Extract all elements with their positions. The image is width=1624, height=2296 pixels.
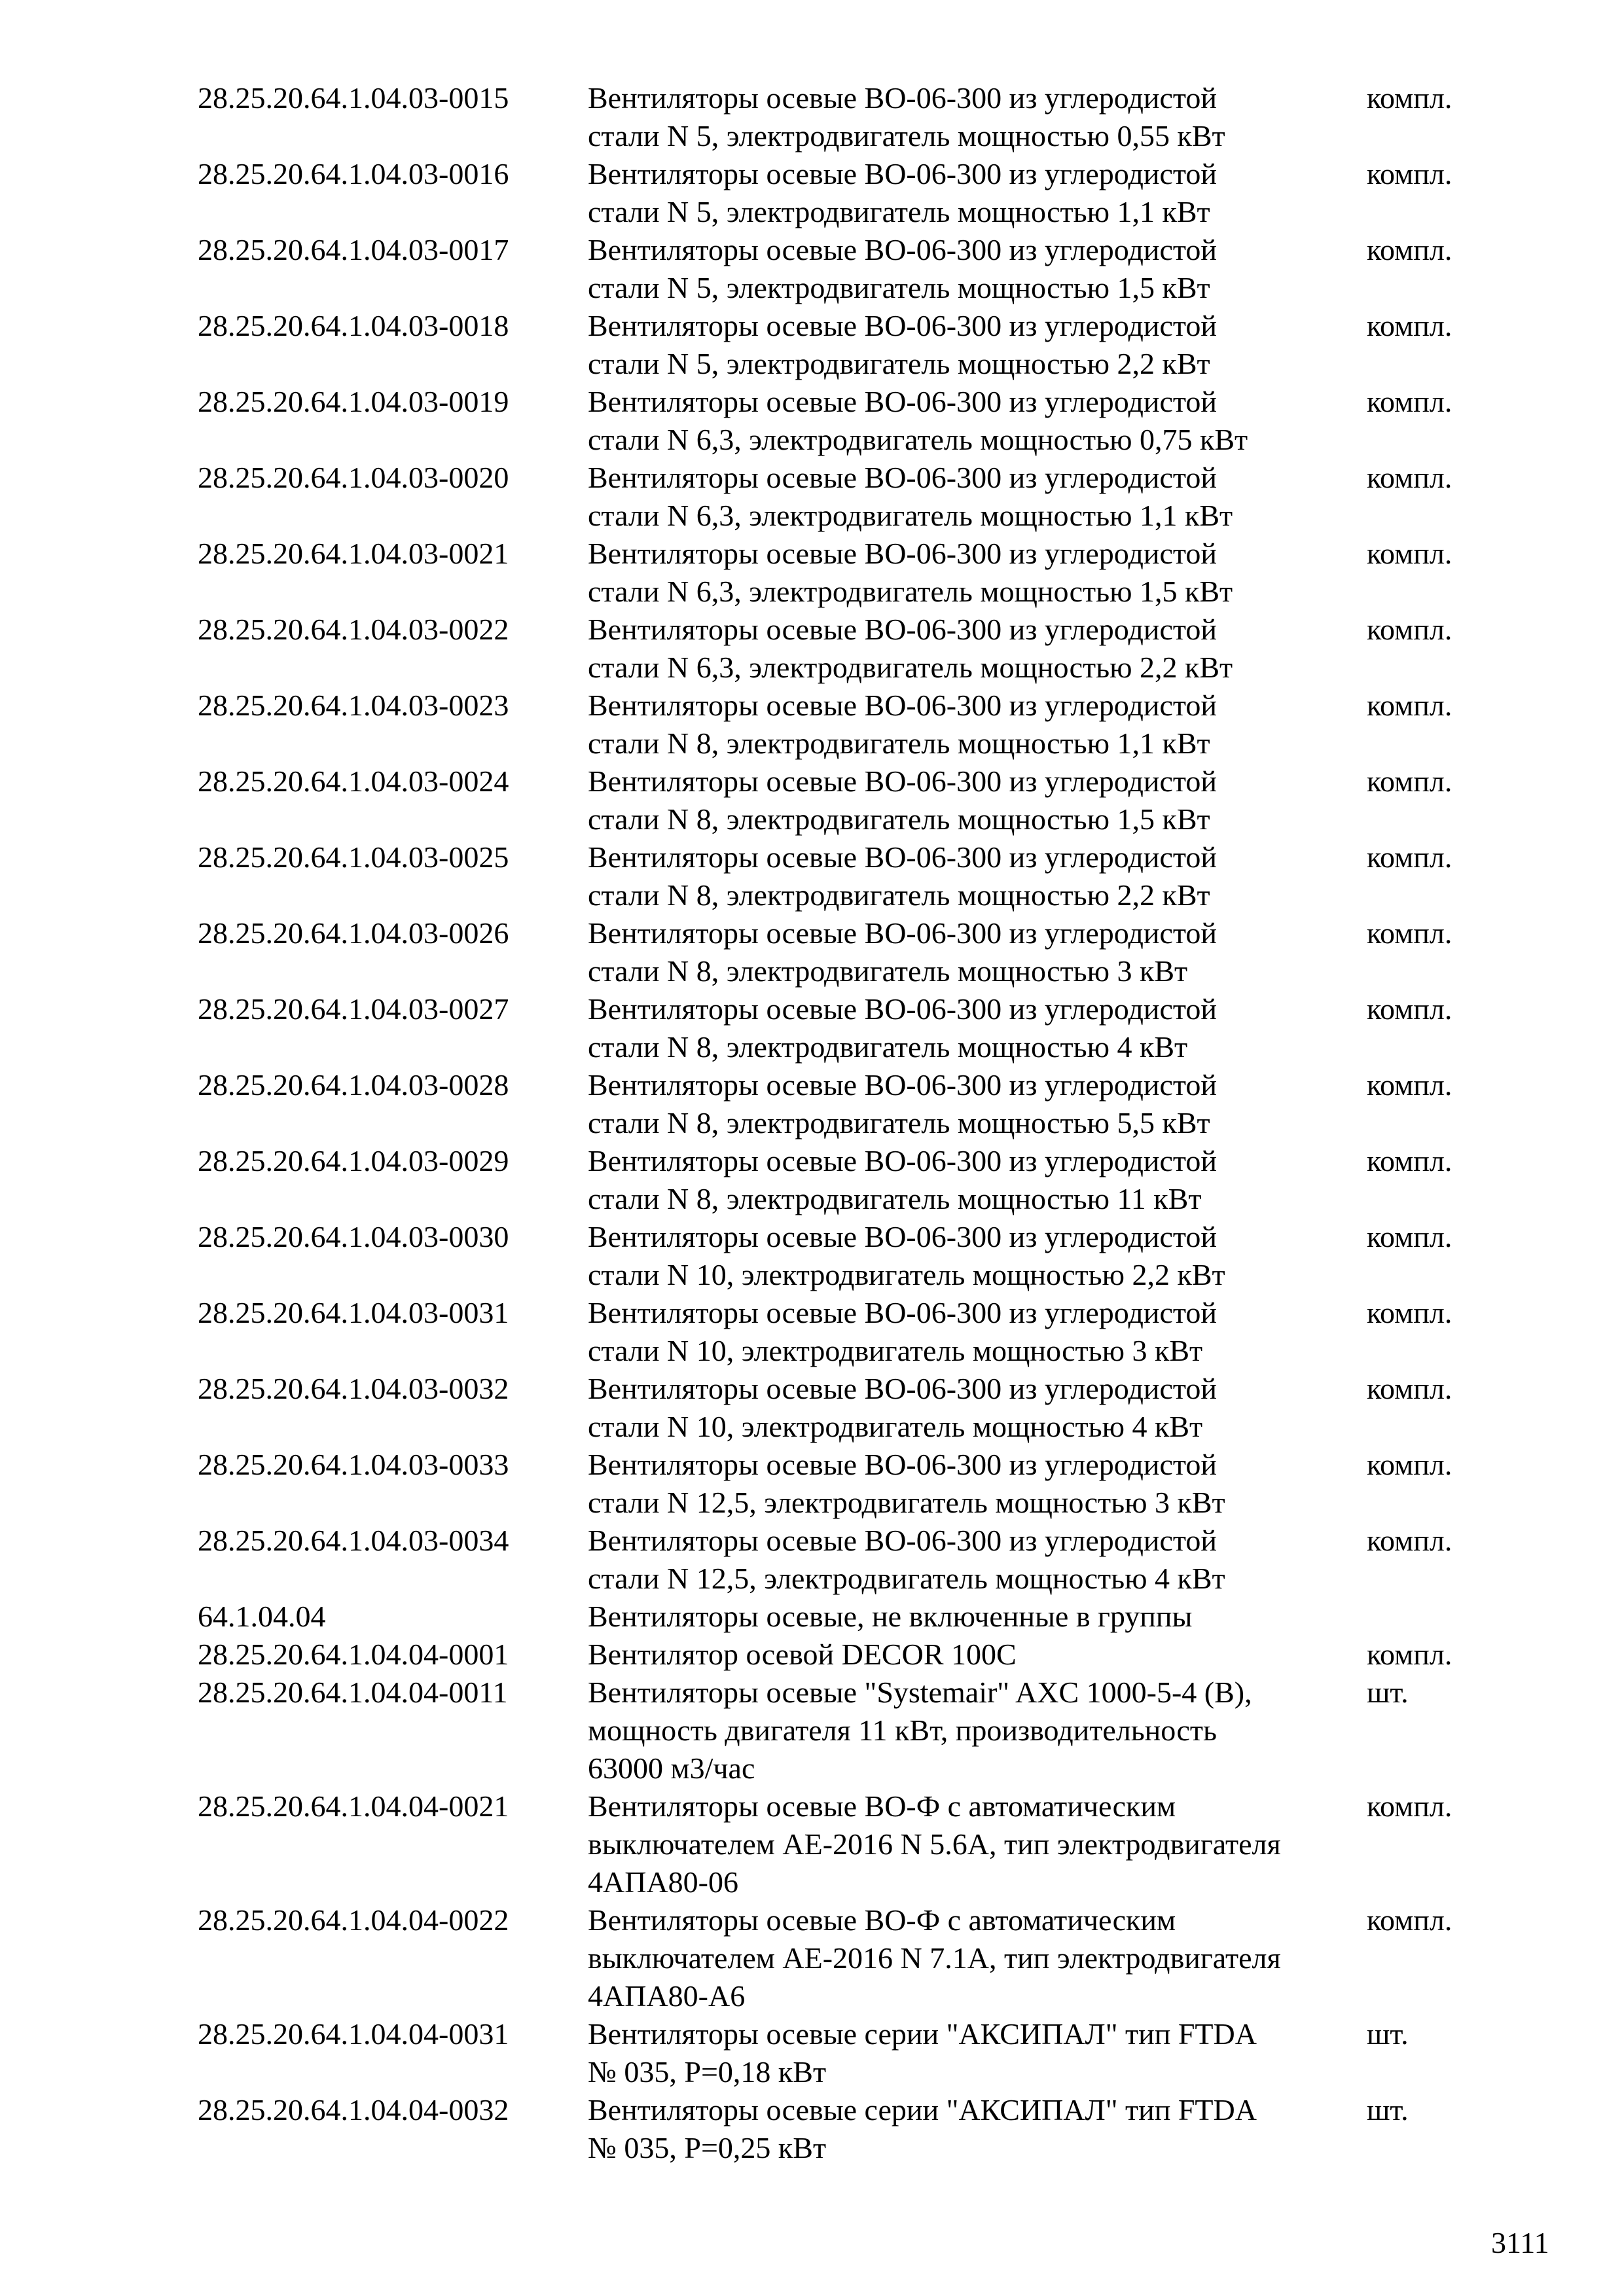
row-name-line: Вентиляторы осевые ВО-06-300 из углеродистой [588,689,1217,722]
row-unit: шт. [1367,2093,1409,2126]
row-name-line: Вентиляторы осевые ВО-06-300 из углеродистой [588,385,1217,418]
row-name-line: Вентиляторы осевые ВО-06-300 из углеродистой [588,916,1217,950]
row-code: 28.25.20.64.1.04.03-0032 [198,1372,509,1405]
row-name [588,307,1367,383]
row-name-line: Вентиляторы осевые ВО-06-300 из углеродистой [588,1372,1217,1405]
row-name [588,1142,1367,1218]
row-name [588,687,1367,762]
row-name [588,914,1367,990]
row-unit: компл. [1367,233,1453,266]
row-unit: шт. [1367,1676,1409,1709]
row-name-line: стали N 12,5, электродвигатель мощностью 4 кВт [588,1562,1225,1595]
row-code: 28.25.20.64.1.04.03-0016 [198,157,509,190]
row-unit: компл. [1367,916,1453,950]
row-name-line: Вентиляторы осевые ВО-06-300 из углеродистой [588,461,1217,494]
row-name [588,79,1367,155]
row-name-line: стали N 8, электродвигатель мощностью 2,2 кВт [588,878,1210,912]
page-number: 3111 [1491,2226,1549,2259]
row-unit: компл. [1367,385,1453,418]
row-name-line: № 035, Р=0,18 кВт [588,2055,827,2089]
row-name-line: выключателем АЕ-2016 N 7.1А, тип электродвигателя [588,1941,1281,1975]
row-name [588,1066,1367,1142]
row-unit: компл. [1367,157,1453,190]
row-unit: компл. [1367,461,1453,494]
row-name [588,611,1367,687]
row-name-line: стали N 8, электродвигатель мощностью 1,5 кВт [588,802,1210,836]
row-name-line: Вентиляторы осевые ВО-06-300 из углеродистой [588,157,1217,190]
row-unit: компл. [1367,840,1453,874]
row-name-line: выключателем АЕ-2016 N 5.6А, тип электродвигателя [588,1827,1281,1861]
row-name-line: Вентиляторы осевые ВО-06-300 из углеродистой [588,309,1217,342]
row-name [588,1787,1367,1901]
row-code: 28.25.20.64.1.04.03-0023 [198,689,509,722]
row-name [588,838,1367,914]
row-name-line: Вентиляторы осевые ВО-06-300 из углеродистой [588,764,1217,798]
row-code: 28.25.20.64.1.04.03-0034 [198,1524,509,1557]
row-code: 28.25.20.64.1.04.04-0032 [198,2093,509,2126]
row-name-line: Вентилятор осевой DECOR 100C [588,1638,1017,1671]
row-name-line: Вентиляторы осевые ВО-06-300 из углеродистой [588,233,1217,266]
row-name [588,1674,1367,1787]
row-name-line: Вентиляторы осевые серии "АКСИПАЛ" тип FTDA [588,2017,1257,2051]
row-unit: компл. [1367,537,1453,570]
row-code: 28.25.20.64.1.04.04-0011 [198,1676,508,1709]
row-code: 28.25.20.64.1.04.04-0022 [198,1903,509,1937]
row-code: 28.25.20.64.1.04.03-0024 [198,764,509,798]
row-name-line: 4АПА80-А6 [588,1979,746,2013]
row-unit: компл. [1367,81,1453,115]
row-unit: компл. [1367,1789,1453,1823]
row-code: 28.25.20.64.1.04.03-0019 [198,385,509,418]
row-code: 28.25.20.64.1.04.03-0025 [198,840,509,874]
row-name [588,1901,1367,2015]
row-unit: компл. [1367,1068,1453,1102]
row-name [588,990,1367,1066]
row-unit: компл. [1367,1144,1453,1177]
row-name-line: Вентиляторы осевые ВО-06-300 из углеродистой [588,613,1217,646]
row-name-line: стали N 10, электродвигатель мощностью 2,2 кВт [588,1258,1225,1291]
row-name [588,1294,1367,1370]
row-name [588,383,1367,459]
row-name [588,535,1367,611]
row-name-line: стали N 6,3, электродвигатель мощностью 0,75 кВт [588,423,1248,456]
row-code: 28.25.20.64.1.04.04-0021 [198,1789,509,1823]
row-name-line: Вентиляторы осевые ВО-06-300 из углеродистой [588,1448,1217,1481]
row-unit: компл. [1367,1448,1453,1481]
row-name-line: 4АПА80-06 [588,1865,738,1899]
row-unit: компл. [1367,309,1453,342]
row-name-line: стали N 5, электродвигатель мощностью 1,5 кВт [588,271,1210,304]
row-name-line: Вентиляторы осевые ВО-06-300 из углеродистой [588,992,1217,1026]
row-code: 28.25.20.64.1.04.03-0027 [198,992,509,1026]
row-unit: компл. [1367,689,1453,722]
row-code: 28.25.20.64.1.04.03-0015 [198,81,509,115]
row-code: 28.25.20.64.1.04.03-0021 [198,537,509,570]
row-code: 28.25.20.64.1.04.03-0026 [198,916,509,950]
row-name-line: стали N 6,3, электродвигатель мощностью 1,1 кВт [588,499,1233,532]
row-name [588,1218,1367,1294]
row-unit: компл. [1367,1638,1453,1671]
row-name [588,1370,1367,1446]
row-code: 28.25.20.64.1.04.03-0028 [198,1068,509,1102]
row-code: 28.25.20.64.1.04.04-0031 [198,2017,509,2051]
row-name [588,1598,1367,1636]
row-name-line: Вентиляторы осевые ВО-06-300 из углеродистой [588,81,1217,115]
row-name-line: Вентиляторы осевые, не включенные в группы [588,1600,1193,1633]
row-name-line: стали N 8, электродвигатель мощностью 5,5 кВт [588,1106,1210,1139]
row-name-line: Вентиляторы осевые ВО-06-300 из углеродистой [588,1296,1217,1329]
row-name-line: стали N 5, электродвигатель мощностью 0,55 кВт [588,119,1225,152]
row-name [588,1446,1367,1522]
row-code: 64.1.04.04 [198,1600,326,1633]
row-unit: компл. [1367,764,1453,798]
row-name-line: стали N 8, электродвигатель мощностью 11 кВт [588,1182,1202,1215]
row-code: 28.25.20.64.1.04.03-0031 [198,1296,509,1329]
row-unit: компл. [1367,1296,1453,1329]
row-code: 28.25.20.64.1.04.03-0017 [198,233,509,266]
row-name-line: стали N 8, электродвигатель мощностью 3 кВт [588,954,1188,988]
row-unit: компл. [1367,1903,1453,1937]
row-name-line: мощность двигателя 11 кВт, производительность [588,1713,1217,1747]
row-name [588,762,1367,838]
row-code: 28.25.20.64.1.04.04-0001 [198,1638,509,1671]
row-code: 28.25.20.64.1.04.03-0030 [198,1220,509,1253]
row-name-line: стали N 5, электродвигатель мощностью 1,1 кВт [588,195,1210,228]
row-code: 28.25.20.64.1.04.03-0018 [198,309,509,342]
row-name-line: Вентиляторы осевые ВО-06-300 из углеродистой [588,1524,1217,1557]
row-name-line: Вентиляторы осевые ВО-06-300 из углеродистой [588,537,1217,570]
row-name-line: Вентиляторы осевые "Systemair" AXC 1000-5-4 (B), [588,1676,1252,1709]
row-name [588,231,1367,307]
row-unit: компл. [1367,1220,1453,1253]
row-name-line: Вентиляторы осевые ВО-06-300 из углеродистой [588,1144,1217,1177]
row-name-line: стали N 10, электродвигатель мощностью 3 кВт [588,1334,1203,1367]
row-name-line: стали N 6,3, электродвигатель мощностью 2,2 кВт [588,651,1233,684]
row-code: 28.25.20.64.1.04.03-0022 [198,613,509,646]
row-name-line: стали N 12,5, электродвигатель мощностью 3 кВт [588,1486,1225,1519]
row-name-line: стали N 6,3, электродвигатель мощностью 1,5 кВт [588,575,1233,608]
row-unit: компл. [1367,1524,1453,1557]
row-code: 28.25.20.64.1.04.03-0029 [198,1144,509,1177]
row-name [588,459,1367,535]
row-unit: компл. [1367,613,1453,646]
row-unit: шт. [1367,2017,1409,2051]
row-name [588,1522,1367,1598]
row-name-line: стали N 8, электродвигатель мощностью 4 кВт [588,1030,1188,1064]
row-name-line: Вентиляторы осевые ВО-06-300 из углеродистой [588,1220,1217,1253]
row-name-line: 63000 м3/час [588,1751,755,1785]
row-code: 28.25.20.64.1.04.03-0020 [198,461,509,494]
row-name-line: Вентиляторы осевые ВО-06-300 из углеродистой [588,840,1217,874]
row-name [588,1636,1367,1674]
row-name [588,2091,1367,2167]
row-name-line: стали N 8, электродвигатель мощностью 1,1 кВт [588,726,1210,760]
row-name-line: Вентиляторы осевые серии "АКСИПАЛ" тип FTDA [588,2093,1257,2126]
row-name [588,2015,1367,2091]
row-name-line: стали N 10, электродвигатель мощностью 4 кВт [588,1410,1203,1443]
row-name-line: Вентиляторы осевые ВО-Ф с автоматическим [588,1789,1176,1823]
row-code: 28.25.20.64.1.04.03-0033 [198,1448,509,1481]
row-name-line: стали N 5, электродвигатель мощностью 2,2 кВт [588,347,1210,380]
row-name [588,155,1367,231]
row-name-line: Вентиляторы осевые ВО-06-300 из углеродистой [588,1068,1217,1102]
row-name-line: Вентиляторы осевые ВО-Ф с автоматическим [588,1903,1176,1937]
row-name-line: № 035, Р=0,25 кВт [588,2131,827,2164]
row-unit: компл. [1367,1372,1453,1405]
row-unit: компл. [1367,992,1453,1026]
